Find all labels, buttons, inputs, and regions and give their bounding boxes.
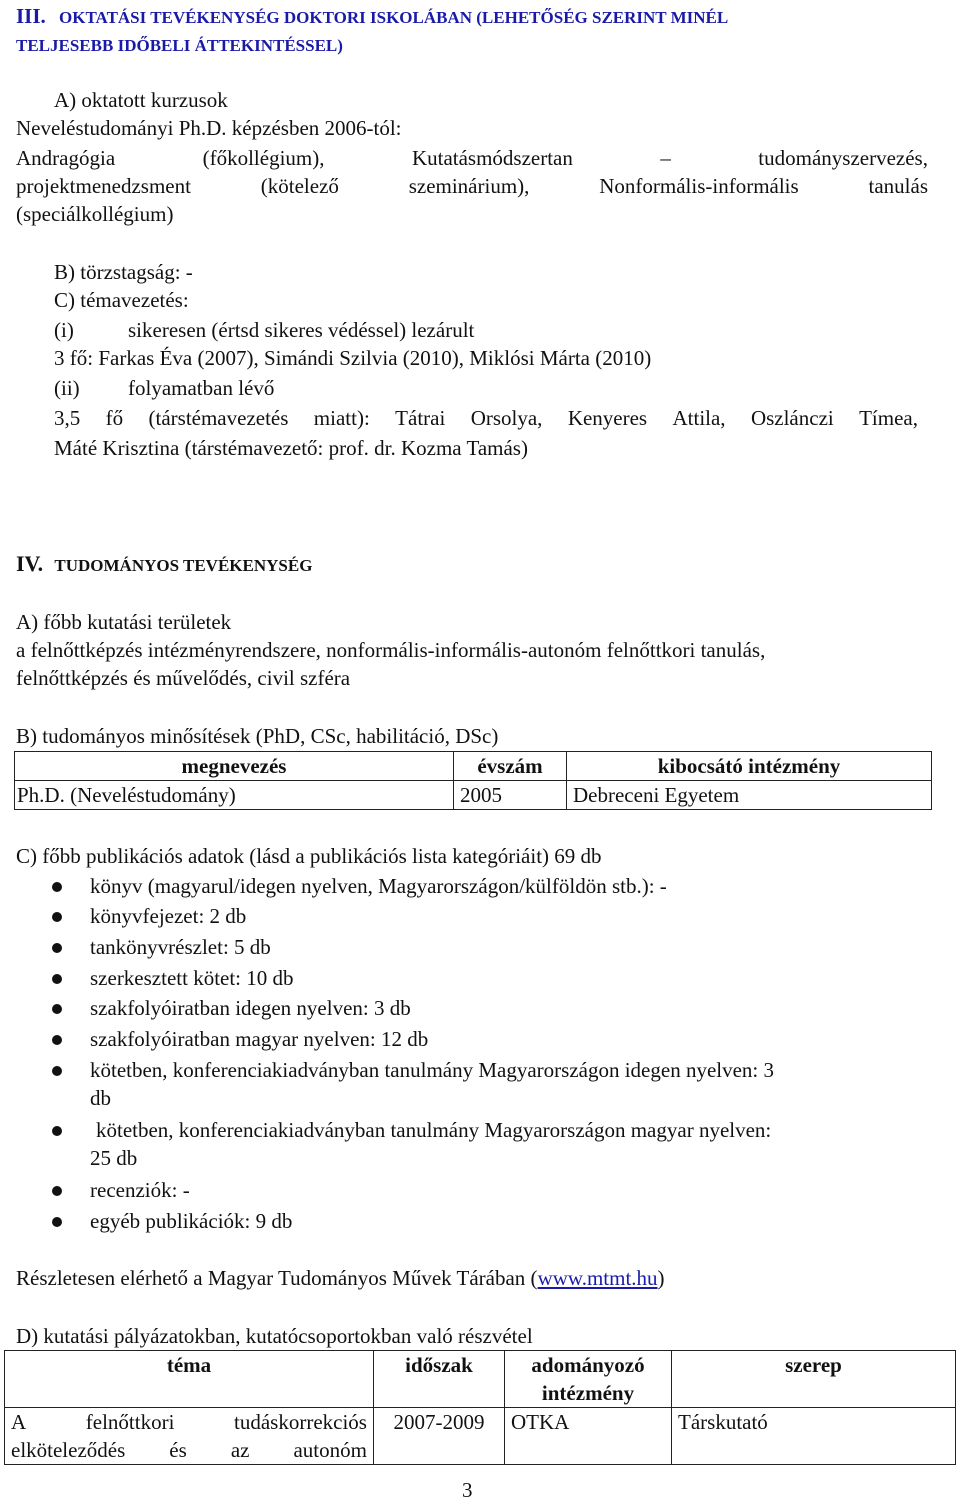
word: tudományszervezés,: [758, 146, 928, 170]
bullet-icon: [52, 943, 62, 953]
section-number: IV.: [16, 551, 44, 576]
word: szeminárium),: [408, 174, 530, 198]
word: Kutatásmódszertan: [411, 146, 573, 170]
word: projektmenedzsment: [16, 174, 191, 198]
research-areas-line1: a felnőttképzés intézményrendszere, nonformális-informális-autonóm felnőttkori tanulás,: [16, 638, 766, 662]
courses-line-1: [16, 144, 928, 172]
list-item-continuation: db: [90, 1086, 111, 1110]
word: tudáskorrekciós: [234, 1410, 367, 1434]
table-row: [5, 1408, 956, 1465]
membership-label: B) törzstagság: -: [54, 260, 193, 284]
list-item: kötetben, konferenciakiadványban tanulmány Magyarországon magyar nyelven:: [96, 1118, 772, 1142]
table-cell: OTKA: [505, 1408, 672, 1465]
bullet-icon: [52, 1035, 62, 1045]
list-item: tankönyvrészlet: 5 db: [90, 935, 271, 959]
table-header-cell: szerep: [672, 1351, 956, 1408]
qualifications-table: [14, 751, 932, 810]
word: A: [11, 1410, 27, 1434]
table-cell: 2007-2009: [374, 1408, 505, 1465]
section-number: III.: [16, 4, 46, 28]
details-line: [16, 1264, 665, 1292]
list-item: egyéb publikációk: 9 db: [90, 1209, 293, 1233]
supervision-ii-text: folyamatban lévő: [128, 376, 275, 400]
qualifications-label: B) tudományos minősítések (PhD, CSc, habilitáció, DSc): [16, 724, 499, 748]
table-header-cell: megnevezés: [15, 752, 454, 781]
word: az: [230, 1438, 250, 1462]
table-cell: 2005: [454, 781, 567, 810]
word: (főkollégium),: [202, 146, 325, 170]
bullet-icon: [52, 1004, 62, 1014]
list-item: recenziók: -: [90, 1178, 190, 1202]
word: –: [660, 146, 671, 170]
word: Attila,: [672, 406, 726, 430]
list-item: kötetben, konferenciakiadványban tanulmány Magyarországon idegen nyelven: 3: [90, 1058, 775, 1082]
section-iii-title-line2: TELJESEBB IDŐBELI ÁTTEKINTÉSSEL): [16, 36, 343, 55]
list-item-continuation: 25 db: [90, 1146, 138, 1170]
word: Tímea,: [859, 406, 918, 430]
table-header-cell: időszak: [374, 1351, 505, 1408]
word: Oszlánczi: [750, 406, 834, 430]
topic-line-2: [11, 1436, 367, 1464]
section-iv-title: [16, 550, 312, 580]
table-header-row: [15, 752, 932, 781]
table-cell: Társkutató: [672, 1408, 956, 1465]
table-cell: [5, 1408, 374, 1465]
word: Kenyeres: [567, 406, 648, 430]
courses-line-3: (speciálkollégium): [16, 202, 174, 226]
table-header-row: [5, 1351, 956, 1408]
word: 3,5: [54, 406, 81, 430]
research-areas-line2: felnőttképzés és művelődés, civil szféra: [16, 666, 351, 690]
table-header-cell: téma: [5, 1351, 374, 1408]
supervision-i-people: 3 fő: Farkas Éva (2007), Simándi Szilvia (2010), Miklósi Márta (2010): [54, 346, 652, 370]
word: Nonformális-informális: [599, 174, 799, 198]
table-row: [15, 781, 932, 810]
program-line: Neveléstudományi Ph.D. képzésben 2006-tól:: [16, 116, 402, 140]
grants-table: [4, 1350, 956, 1465]
supervision-i-num: (i): [54, 318, 74, 342]
list-item: szakfolyóiratban idegen nyelven: 3 db: [90, 996, 411, 1020]
table-cell: Debreceni Egyetem: [567, 781, 932, 810]
word: miatt):: [313, 406, 370, 430]
word: (kötelező: [260, 174, 339, 198]
table-header-cell: kibocsátó intézmény: [567, 752, 932, 781]
word: Andragógia: [16, 146, 116, 170]
page-number: 3: [462, 1478, 473, 1502]
research-areas-label: A) főbb kutatási területek: [16, 610, 232, 634]
word: felnőttkori: [85, 1410, 175, 1434]
bullet-icon: [52, 1126, 62, 1136]
publications-label: C) főbb publikációs adatok (lásd a publikációs lista kategóriáit) 69 db: [16, 844, 602, 868]
list-item: könyvfejezet: 2 db: [90, 904, 247, 928]
details-close: ): [657, 1266, 665, 1290]
details-text: Részletesen elérhető a Magyar Tudományos Művek Tárában (: [16, 1266, 538, 1290]
bullet-icon: [52, 1066, 62, 1076]
list-item: szerkesztett kötet: 10 db: [90, 966, 294, 990]
list-item: könyv (magyarul/idegen nyelven, Magyarországon/külföldön stb.): -: [90, 874, 667, 898]
supervision-ii-people-line2: Máté Krisztina (társtémavezető: prof. dr. Kozma Tamás): [54, 436, 528, 460]
table-cell: Ph.D. (Neveléstudomány): [15, 781, 454, 810]
word: Tátrai: [395, 406, 446, 430]
taught-courses-label: A) oktatott kurzusok: [54, 88, 228, 112]
supervision-ii-people-line1: [54, 404, 918, 432]
word: és: [169, 1438, 187, 1462]
word: (társtémavezetés: [148, 406, 289, 430]
bullet-icon: [52, 1217, 62, 1227]
courses-line-2: [16, 172, 928, 200]
bullet-icon: [52, 1186, 62, 1196]
section-iii-title-line1: [16, 2, 728, 32]
word: fő: [105, 406, 124, 430]
supervision-i-text: sikeresen (értsd sikeres védéssel) lezárult: [128, 318, 475, 342]
table-header-cell: évszám: [454, 752, 567, 781]
supervision-ii-num: (ii): [54, 376, 80, 400]
bullet-icon: [52, 912, 62, 922]
word: Orsolya,: [470, 406, 543, 430]
bullet-icon: [52, 974, 62, 984]
table-header-cell: adományozó intézmény: [505, 1351, 672, 1408]
word: autonóm: [293, 1438, 367, 1462]
grants-label: D) kutatási pályázatokban, kutatócsoportokban való részvétel: [16, 1324, 533, 1348]
topic-line-1: [11, 1408, 367, 1436]
word: elköteleződés: [11, 1438, 126, 1462]
supervision-label: C) témavezetés:: [54, 288, 189, 312]
bullet-icon: [52, 882, 62, 892]
word: tanulás: [868, 174, 928, 198]
list-item: szakfolyóiratban magyar nyelven: 12 db: [90, 1027, 429, 1051]
section-title: OKTATÁSI TEVÉKENYSÉG DOKTORI ISKOLÁBAN (LEHETŐSÉG SZERINT MINÉL: [59, 8, 729, 27]
section-title: TUDOMÁNYOS TEVÉKENYSÉG: [54, 556, 313, 575]
mtmt-link[interactable]: www.mtmt.hu: [537, 1266, 658, 1290]
